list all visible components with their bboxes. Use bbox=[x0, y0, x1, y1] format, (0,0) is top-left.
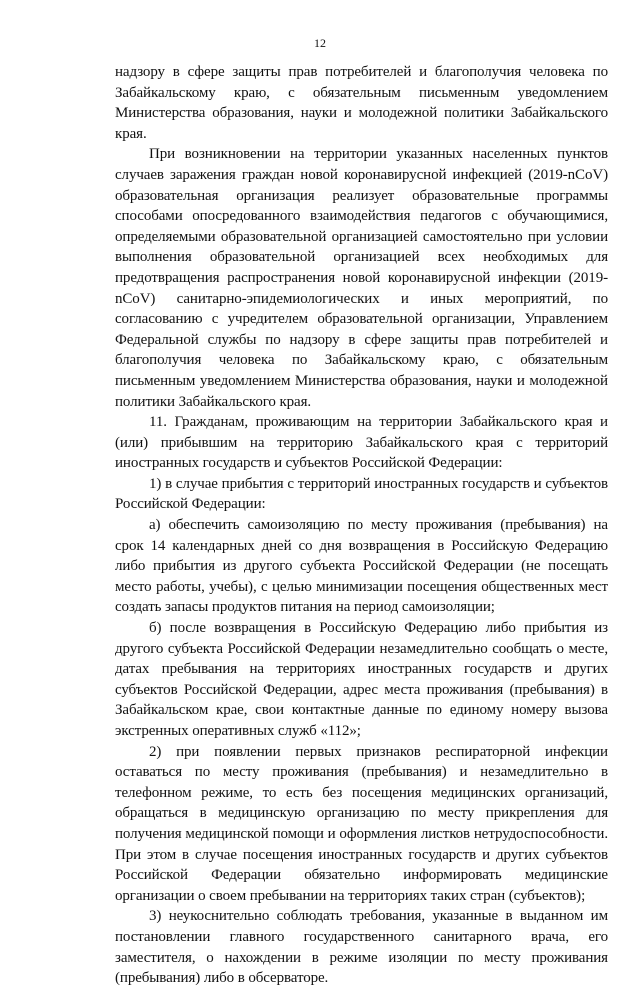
paragraph-continuation: надзору в сфере защиты прав потребителей и благополучия человека по Забайкальскому краю, с обязательным письменным уведомлением Министерства образования, науки и молодежной политики Забайкальского края. bbox=[115, 64, 608, 142]
paragraph-coronavirus-cases: При возникновении на территории указанных населенных пунктов случаев заражения граждан новой коронавирусной инфекцией (2019-nCoV) образовательная организация реализует образовательные программы способами опосредованного взаимодействия педагогов с обучающимися, определяемыми образовательной организацией самостоятельно при условии выполнения образовательной организацией всех необходимых для предотвращения распространения новой коронавирусной инфекции (2019-nCoV) санитарно-эпидемиологических и иных мероприятий, по согласованию с учредителем образовательной организации, Управлением Федеральной службы по надзору в сфере защиты прав потребителей и благополучия человека по Забайкальскому краю, с обязательным письменным уведомлением Министерства образования, науки и молодежной политики Забайкальского края. bbox=[115, 146, 608, 410]
paragraph-item-11: 11. Гражданам, проживающим на территории Забайкальского края и (или) прибывшим на территорию Забайкальского края с территорий иностранных государств и субъектов Российской Федерации: bbox=[115, 414, 608, 472]
page-number: 12 bbox=[314, 36, 326, 50]
paragraph-item-1b: б) после возвращения в Российскую Федерацию либо прибытия из другого субъекта Российской Федерации незамедлительно сообщать о месте, датах пребывания на территориях иностранных государств и других субъектов Российской Федерации, адрес места проживания (пребывания) в Забайкальском крае, свои контактные данные по единому номеру вызова экстренных оперативных служб «112»; bbox=[115, 620, 608, 739]
paragraph-item-1a: а) обеспечить самоизоляцию по месту проживания (пребывания) на срок 14 календарных дней со дня возвращения в Российскую Федерацию либо прибытия из другого субъекта Российской Федерации (не посещать место работы, учебы), с целью минимизации посещения общественных мест создать запасы продуктов питания на период самоизоляции; bbox=[115, 517, 608, 616]
paragraph-item-3: 3) неукоснительно соблюдать требования, указанные в выданном им постановлении главного государственного санитарного врача, его заместителя, о нахождении в режиме изоляции по месту проживания (пребывания) либо в обсерваторе. bbox=[115, 908, 608, 987]
paragraph-item-2: 2) при появлении первых признаков респираторной инфекции оставаться по месту проживания (пребывания) и незамедлительно в телефонном режиме, то есть без посещения медицинских организаций, обращаться в медицинскую организацию по месту прикрепления для получения медицинской помощи и оформления листков нетрудоспособности. При этом в случае посещения иностранных государств и других субъектов Российской Федерации обязательно информировать медицинские организации о своем пребывании на территориях таких стран (субъектов); bbox=[115, 743, 608, 904]
document-body bbox=[115, 62, 608, 989]
paragraph-item-1: 1) в случае прибытия с территорий иностранных государств и субъектов Российской Федерации: bbox=[115, 475, 608, 513]
